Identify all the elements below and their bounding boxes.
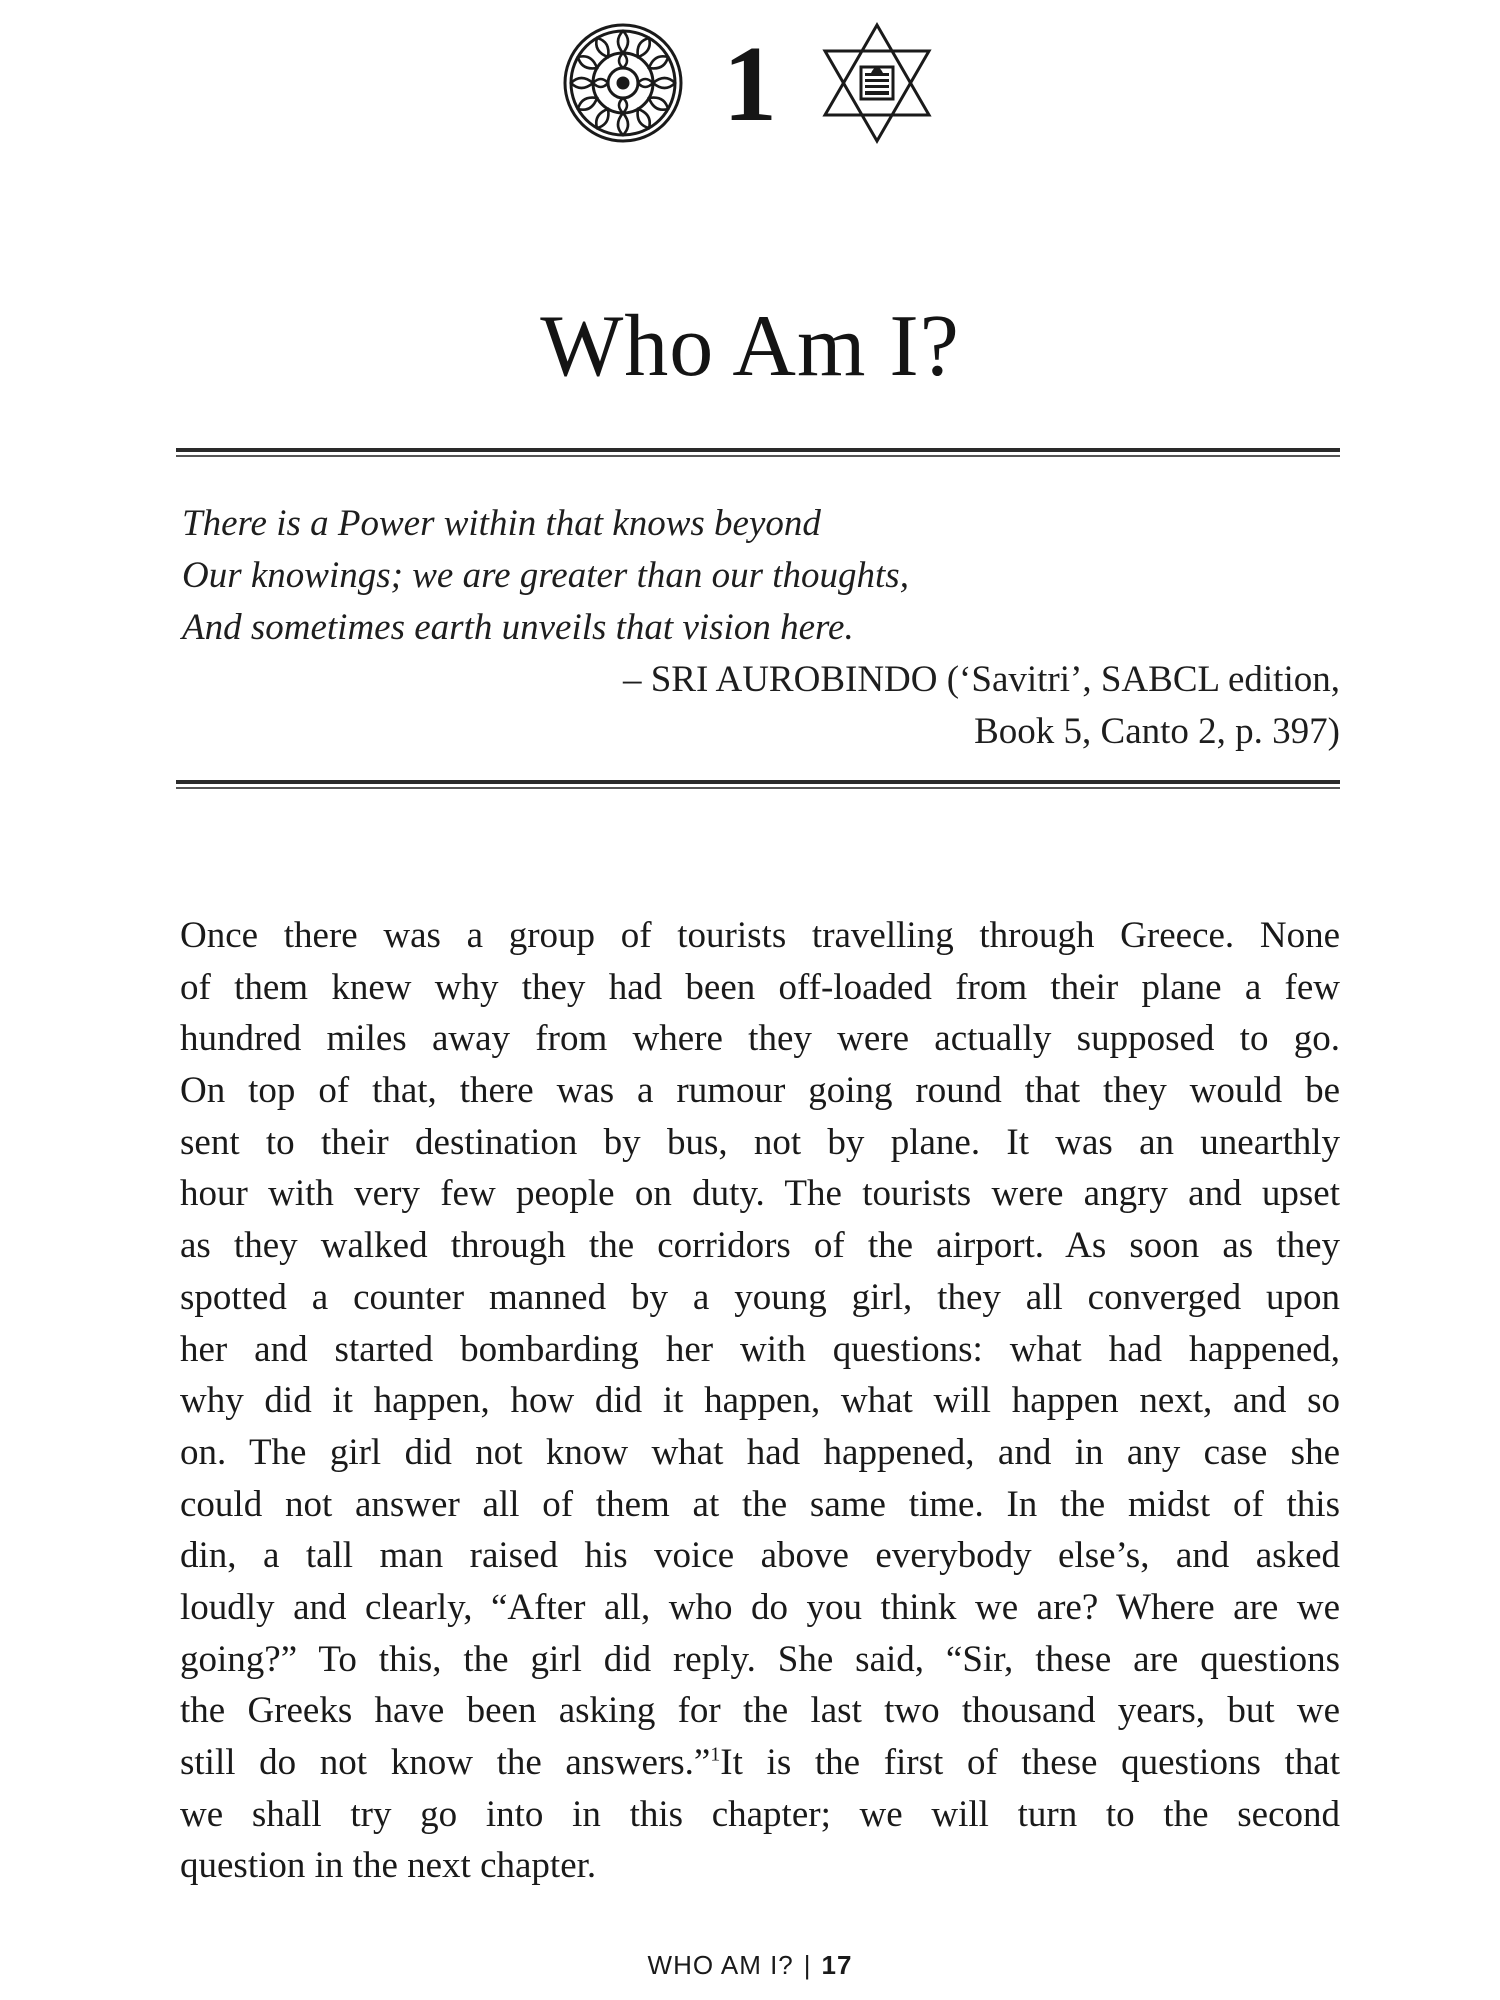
sri-aurobindo-mother-symbol-icon	[561, 21, 685, 145]
body-line: spotted a counter manned by a young girl, they all converged upon	[180, 1276, 1340, 1318]
body-line-with-footnote	[180, 1737, 1340, 1789]
body-line: hour with very few people on duty. The tourists were angry and upset	[180, 1173, 1340, 1215]
body-line: sent to their destination by bus, not by plane. It was an unearthly	[180, 1121, 1340, 1163]
body-line: her and started bombarding her with questions: what had happened,	[180, 1328, 1340, 1370]
body-text-segment: It is the first of these questions that	[720, 1742, 1340, 1783]
epigraph-line: And sometimes earth unveils that vision here.	[182, 607, 854, 648]
body-paragraph	[180, 910, 1340, 1892]
body-line: Once there was a group of tourists travelling through Greece. None	[180, 915, 1340, 956]
body-line: of them knew why they had been off-loaded from their plane a few	[180, 966, 1340, 1008]
body-text-segment: still do not know the answers.”	[180, 1742, 711, 1783]
footnote-reference[interactable]: 1	[710, 1743, 721, 1766]
chapter-title: Who Am I?	[540, 297, 960, 395]
epigraph	[182, 498, 1340, 758]
body-line: going?” To this, the girl did reply. She said, “Sir, these are questions	[180, 1638, 1340, 1680]
body-line-last: question in the next chapter.	[180, 1845, 597, 1887]
epigraph-bottom-rule	[176, 780, 1340, 790]
running-title: WHO AM I?	[647, 1950, 794, 1980]
epigraph-top-rule	[176, 448, 1340, 458]
body-line: hundred miles away from where they were actually supposed to go.	[180, 1018, 1340, 1060]
epigraph-line: There is a Power within that knows beyond	[182, 503, 821, 544]
body-line: could not answer all of them at the same time. In the midst of this	[180, 1483, 1340, 1525]
sri-aurobindo-star-symbol-icon	[815, 21, 939, 145]
body-line: din, a tall man raised his voice above everybody else’s, and asked	[180, 1535, 1340, 1577]
body-line: on. The girl did not know what had happened, and in any case she	[180, 1431, 1340, 1473]
running-footer	[0, 1950, 1500, 1981]
body-line: the Greeks have been asking for the last two thousand years, but we	[180, 1690, 1340, 1732]
body-line: On top of that, there was a rumour going round that they would be	[180, 1070, 1340, 1112]
chapter-heading	[0, 18, 1500, 148]
chapter-number: 1	[723, 25, 777, 144]
body-line: we shall try go into in this chapter; we will turn to the second	[180, 1793, 1340, 1835]
epigraph-line: Our knowings; we are greater than our thoughts,	[182, 555, 909, 596]
body-line: as they walked through the corridors of the airport. As soon as they	[180, 1225, 1340, 1267]
body-line: loudly and clearly, “After all, who do you think we are? Where are we	[180, 1586, 1340, 1628]
epigraph-attribution: – SRI AUROBINDO (‘Savitri’, SABCL edition,	[622, 659, 1340, 700]
page-number: 17	[821, 1950, 853, 1980]
body-line: why did it happen, how did it happen, what will happen next, and so	[180, 1380, 1340, 1422]
footer-separator: |	[803, 1950, 812, 1980]
epigraph-attribution-source: Book 5, Canto 2, p. 397)	[974, 711, 1340, 752]
